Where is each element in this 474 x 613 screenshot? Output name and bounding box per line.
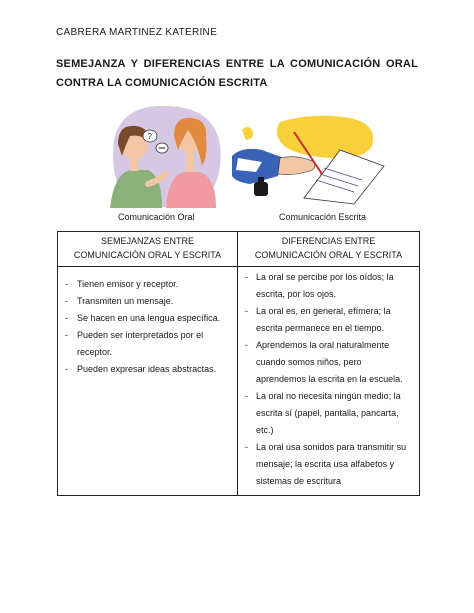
list-item: - La oral se percibe por los oídos; la escrita, por los ojos. [245, 269, 412, 303]
list-item: - Pueden ser interpretados por el receptor. [64, 327, 230, 361]
list-item: - La oral es, en general, efímera; la escrita permanece en el tiempo. [245, 303, 412, 337]
hand-writing-icon [232, 110, 392, 205]
header-semejanzas-line-2: COMUNICACIÓN ORAL Y ESCRITA [73, 250, 222, 260]
header-semejanzas [58, 232, 238, 267]
header-diferencias [238, 232, 420, 267]
list-item: - Tienen emisor y receptor. [64, 276, 230, 293]
list-item: - La oral usa sonidos para transmitir su mensaje; la escrita usa alfabetos y sistemas de escritura [245, 439, 412, 490]
diferencias-cell [238, 267, 420, 496]
diferencias-list [239, 268, 418, 494]
title-line-1: SEMEJANZA Y DIFERENCIAS ENTRE LA COMUNICACIÓN ORAL [56, 58, 418, 70]
document-title [56, 55, 418, 93]
list-item: - Pueden expresar ideas abstractas. [64, 361, 230, 378]
list-item: - Transmiten un mensaje. [64, 293, 230, 310]
caption-oral: Comunicación Oral [118, 212, 195, 222]
list-item: - Aprendemos la oral naturalmente cuando somos niños, pero aprendemos la escrita en la escuela. [245, 337, 412, 388]
list-item: - La oral no necesita ningún medio; la escrita sí (papel, pantalla, pancarta, etc.) [245, 388, 412, 439]
semejanzas-list [59, 268, 236, 384]
two-people-talking-icon [104, 100, 224, 210]
table-body-row [58, 267, 420, 496]
comparison-table [57, 231, 420, 496]
table-header-row [58, 232, 420, 267]
written-communication-illustration [232, 110, 392, 205]
semejanzas-cell [58, 267, 238, 496]
oral-communication-illustration [104, 100, 224, 210]
caption-escrita: Comunicación Escrita [279, 212, 367, 222]
header-diferencias-line-1: DIFERENCIAS ENTRE [281, 236, 376, 246]
list-item: - Se hacen en una lengua específica. [64, 310, 230, 327]
author-name: CABRERA MARTINEZ KATERINE [56, 27, 218, 38]
header-diferencias-line-2: COMUNICACIÓN ORAL Y ESCRITA [254, 250, 403, 260]
title-line-2: CONTRA LA COMUNICACIÓN ESCRITA [56, 77, 268, 89]
header-semejanzas-line-1: SEMEJANZAS ENTRE [100, 236, 194, 246]
question-mark: ? [147, 132, 152, 141]
